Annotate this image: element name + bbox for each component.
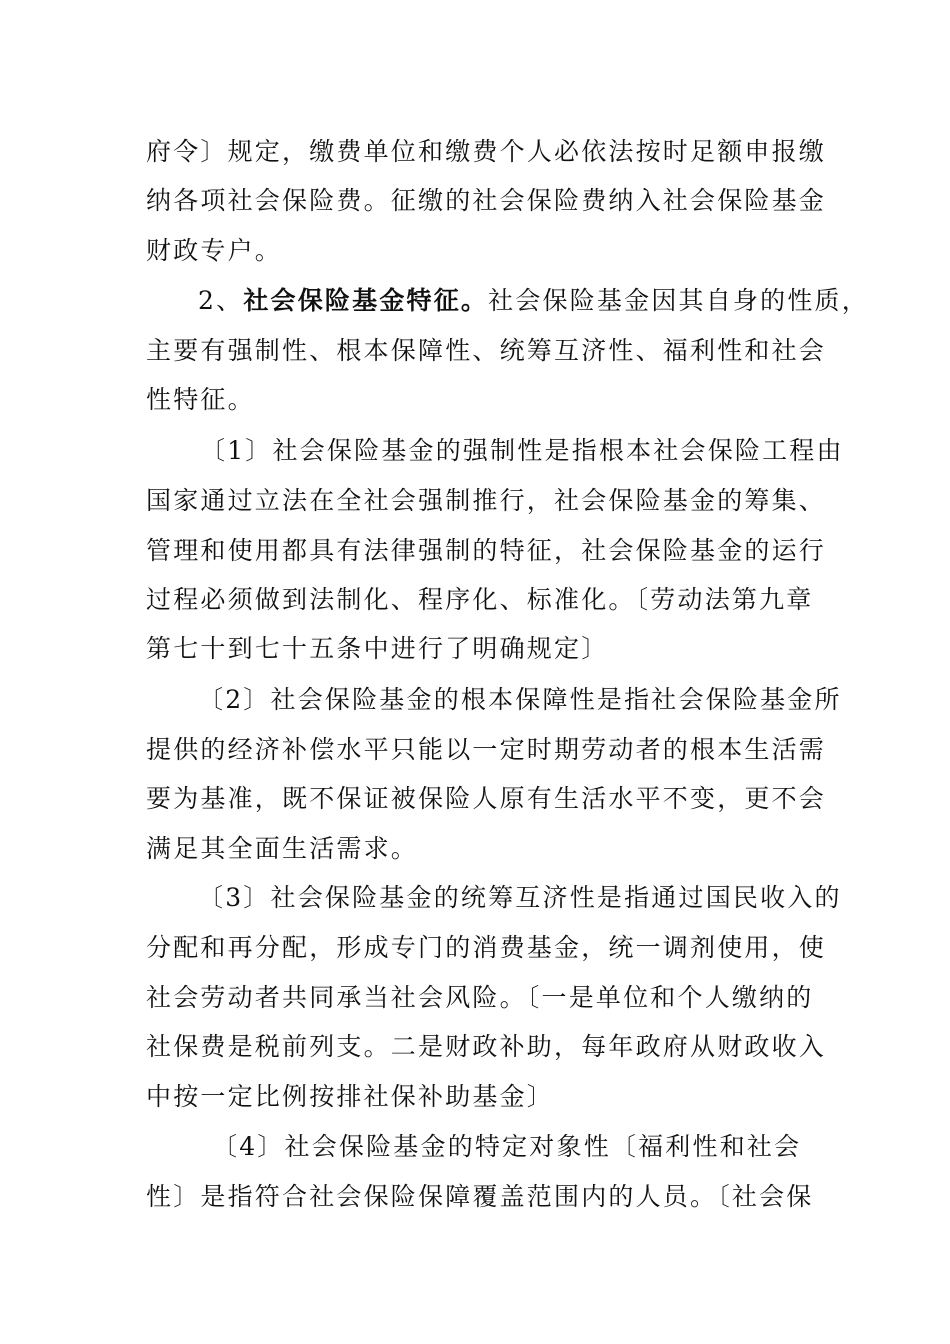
paragraph-line: 府令〕规定，缴费单位和缴费个人必依法按时足额申报缴: [146, 137, 827, 166]
paragraph-line: 要为基准，既不保证被保险人原有生活水平不变，更不会: [146, 784, 827, 813]
paragraph-line: 纳各项社会保险费。征缴的社会保险费纳入社会保险基金: [146, 186, 827, 215]
paragraph-line: 〔1〕社会保险基金的强制性是指根本社会保险工程由: [200, 436, 844, 465]
paragraph-line: 过程必须做到法制化、程序化、标准化。〔劳动法第九章: [146, 585, 814, 614]
paragraph-line: 财政专户。: [146, 236, 283, 265]
paragraph-line: 性〕是指符合社会保险保障覆盖范围内的人员。〔社会保: [146, 1182, 814, 1211]
section-heading-text: 社会保险基金因其自身的性质，: [488, 286, 869, 315]
section-heading: 社会保险基金特征。: [243, 286, 489, 315]
paragraph-line: 管理和使用都具有法律强制的特征，社会保险基金的运行: [146, 536, 827, 565]
paragraph-line: 中按一定比例按排社保补助基金〕: [146, 1082, 555, 1111]
paragraph-line: 提供的经济补偿水平只能以一定时期劳动者的根本生活需: [146, 735, 827, 764]
paragraph-line: 社会劳动者共同承当社会风险。〔一是单位和个人缴纳的: [146, 983, 814, 1012]
paragraph-line: 性特征。: [146, 385, 255, 414]
paragraph-line: 第七十到七十五条中进行了明确规定〕: [146, 634, 609, 663]
section-heading-line: [198, 286, 869, 316]
paragraph-line: 国家通过立法在全社会强制推行，社会保险基金的筹集、: [146, 486, 827, 515]
paragraph-line: 主要有强制性、根本保障性、统筹互济性、福利性和社会: [146, 336, 827, 365]
paragraph-line: 〔4〕社会保险基金的特定对象性〔福利性和社会: [212, 1132, 802, 1161]
paragraph-line: 〔3〕社会保险基金的统筹互济性是指通过国民收入的: [198, 883, 842, 912]
paragraph-line: 满足其全面生活需求。: [146, 834, 419, 863]
section-number: 2、: [198, 286, 244, 315]
paragraph-line: 〔2〕社会保险基金的根本保障性是指社会保险基金所: [198, 685, 842, 714]
paragraph-line: 分配和再分配，形成专门的消费基金，统一调剂使用，使: [146, 933, 827, 962]
paragraph-line: 社保费是税前列支。二是财政补助，每年政府从财政收入: [146, 1032, 827, 1061]
